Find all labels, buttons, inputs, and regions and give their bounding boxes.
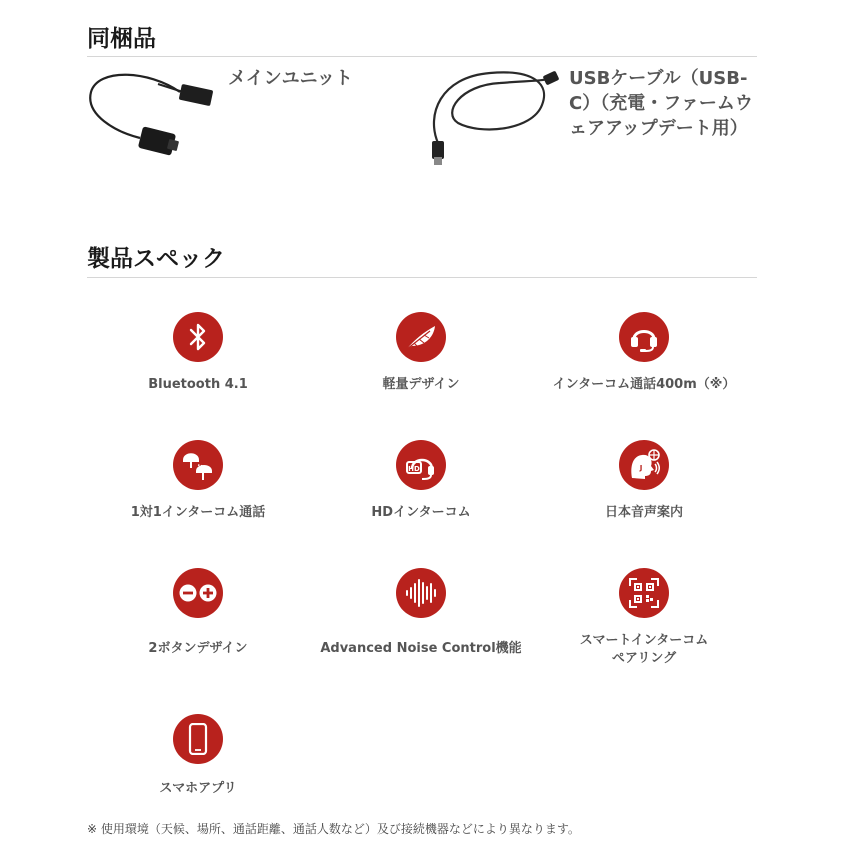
qr-code-icon xyxy=(629,578,659,608)
spec-item xyxy=(311,568,531,658)
spec-label: 日本音声案内 xyxy=(604,505,683,520)
main-unit-photo xyxy=(88,70,218,170)
headset-icon xyxy=(628,321,660,353)
footnote: ※ 使用環境（天候、場所、通話距離、通話人数など）及び接続機器などにより異なります。 xyxy=(87,822,580,836)
bluetooth-icon xyxy=(186,322,210,352)
included-section-title: 同梱品 xyxy=(87,26,156,52)
specs-divider xyxy=(87,277,757,278)
spec-icon-circle xyxy=(619,312,669,362)
spec-label: 2ボタンデザイン xyxy=(148,641,248,656)
included-item-label: メインユニット xyxy=(228,68,353,89)
feather-icon xyxy=(404,322,438,352)
smartphone-icon xyxy=(188,723,208,755)
spec-icon-circle xyxy=(396,440,446,490)
included-item-label: USBケーブル（USB-C）（充電・ファームウェアアップデート用） xyxy=(569,68,753,139)
soundwave-icon xyxy=(404,578,438,608)
spec-icon-circle xyxy=(619,568,669,618)
included-divider xyxy=(87,56,757,57)
spec-label: Advanced Noise Control機能 xyxy=(320,641,522,656)
spec-label: 軽量デザイン xyxy=(382,377,460,392)
spec-icon-circle xyxy=(173,440,223,490)
spec-icon-circle xyxy=(173,312,223,362)
spec-icon-circle xyxy=(396,312,446,362)
spec-label: 1対1インターコム通話 xyxy=(130,505,266,520)
spec-item xyxy=(311,312,531,394)
spec-item xyxy=(534,440,754,522)
spec-label: スマホアプリ xyxy=(159,781,237,796)
spec-label: スマートインターコムペアリング xyxy=(579,633,709,666)
spec-icon-circle xyxy=(173,568,223,618)
spec-label: HDインターコム xyxy=(371,505,471,520)
usb-cable-photo xyxy=(420,65,570,170)
voice-guide-icon xyxy=(627,448,661,482)
spec-label: インターコム通話400m（※） xyxy=(552,377,736,392)
spec-label: Bluetooth 4.1 xyxy=(148,377,248,392)
two-buttons-icon xyxy=(179,583,217,603)
spec-icon-circle xyxy=(619,440,669,490)
spec-item xyxy=(311,440,531,522)
spec-item xyxy=(534,568,754,668)
svg-text:HD: HD xyxy=(408,465,420,473)
spec-item xyxy=(534,312,754,394)
hd-intercom-icon xyxy=(404,449,438,481)
spec-item xyxy=(88,714,308,798)
spec-item xyxy=(88,568,308,658)
spec-icon-circle xyxy=(396,568,446,618)
spec-icon-circle xyxy=(173,714,223,764)
specs-section-title: 製品スペック xyxy=(87,246,225,272)
two-helmets-icon xyxy=(181,448,215,482)
svg-text:J: J xyxy=(639,464,643,472)
spec-item xyxy=(88,312,308,394)
spec-item xyxy=(88,440,308,522)
